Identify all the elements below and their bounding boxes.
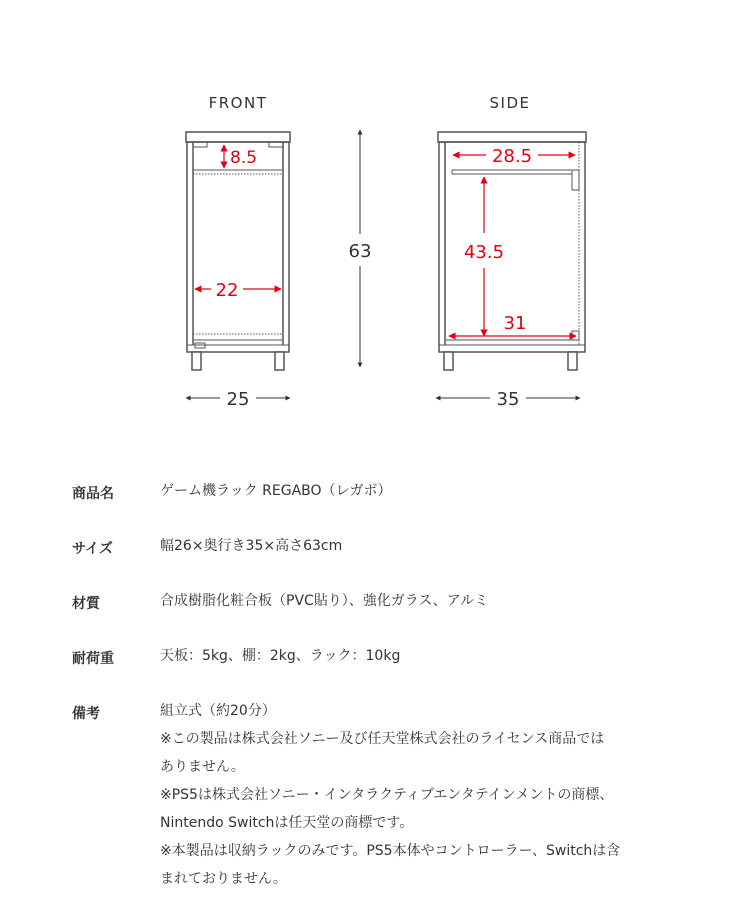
front-shelf-gap-label: 8.5 xyxy=(230,148,258,168)
side-cabinet-outline xyxy=(438,132,586,370)
spec-value-name: ゲーム機ラック REGABO（レガボ） xyxy=(160,483,392,499)
side-top-depth-label: 28.5 xyxy=(491,146,533,167)
note-line: Nintendo Switchは任天堂の商標です。 xyxy=(160,815,414,831)
dimension-diagram xyxy=(0,0,740,440)
spec-value-material: 合成樹脂化粧合板（PVC貼り）、強化ガラス、アルミ xyxy=(160,593,489,609)
side-view-title: SIDE xyxy=(489,94,531,112)
spec-label-size: サイズ xyxy=(72,541,113,557)
front-view-title: FRONT xyxy=(208,94,268,112)
note-line: ありません。 xyxy=(160,759,245,775)
note-line: 組立式（約20分） xyxy=(160,703,276,719)
note-line: ※PS5は株式会社ソニー・インタラクティブエンタテインメントの商標、 xyxy=(160,787,614,803)
side-depth-label: 35 xyxy=(496,389,520,410)
spec-label-name: 商品名 xyxy=(72,486,114,502)
spec-label-load: 耐荷重 xyxy=(72,651,114,667)
front-view xyxy=(186,94,290,410)
spec-label-notes: 備考 xyxy=(72,706,100,722)
height-dimension xyxy=(349,130,372,367)
spec-value-size: 幅26×奥行き35×高さ63cm xyxy=(160,538,343,554)
spec-label-material: 材質 xyxy=(72,596,100,612)
height-label: 63 xyxy=(348,241,372,262)
note-line: まれておりません。 xyxy=(160,871,287,887)
note-line: ※本製品は収納ラックのみです。PS5本体やコントローラー、Switchは含 xyxy=(160,843,621,859)
front-width-label: 25 xyxy=(226,389,250,410)
spec-value-load: 天板：5kg、棚：2kg、ラック：10kg xyxy=(160,648,401,664)
side-view xyxy=(436,94,586,410)
side-bottom-depth-label: 31 xyxy=(503,313,527,334)
side-inner-height-label: 43.5 xyxy=(463,242,505,263)
spec-value-notes xyxy=(160,697,720,893)
front-inner-width-label: 22 xyxy=(215,280,239,301)
note-line: ※この製品は株式会社ソニー及び任天堂株式会社のライセンス商品では xyxy=(160,731,605,747)
